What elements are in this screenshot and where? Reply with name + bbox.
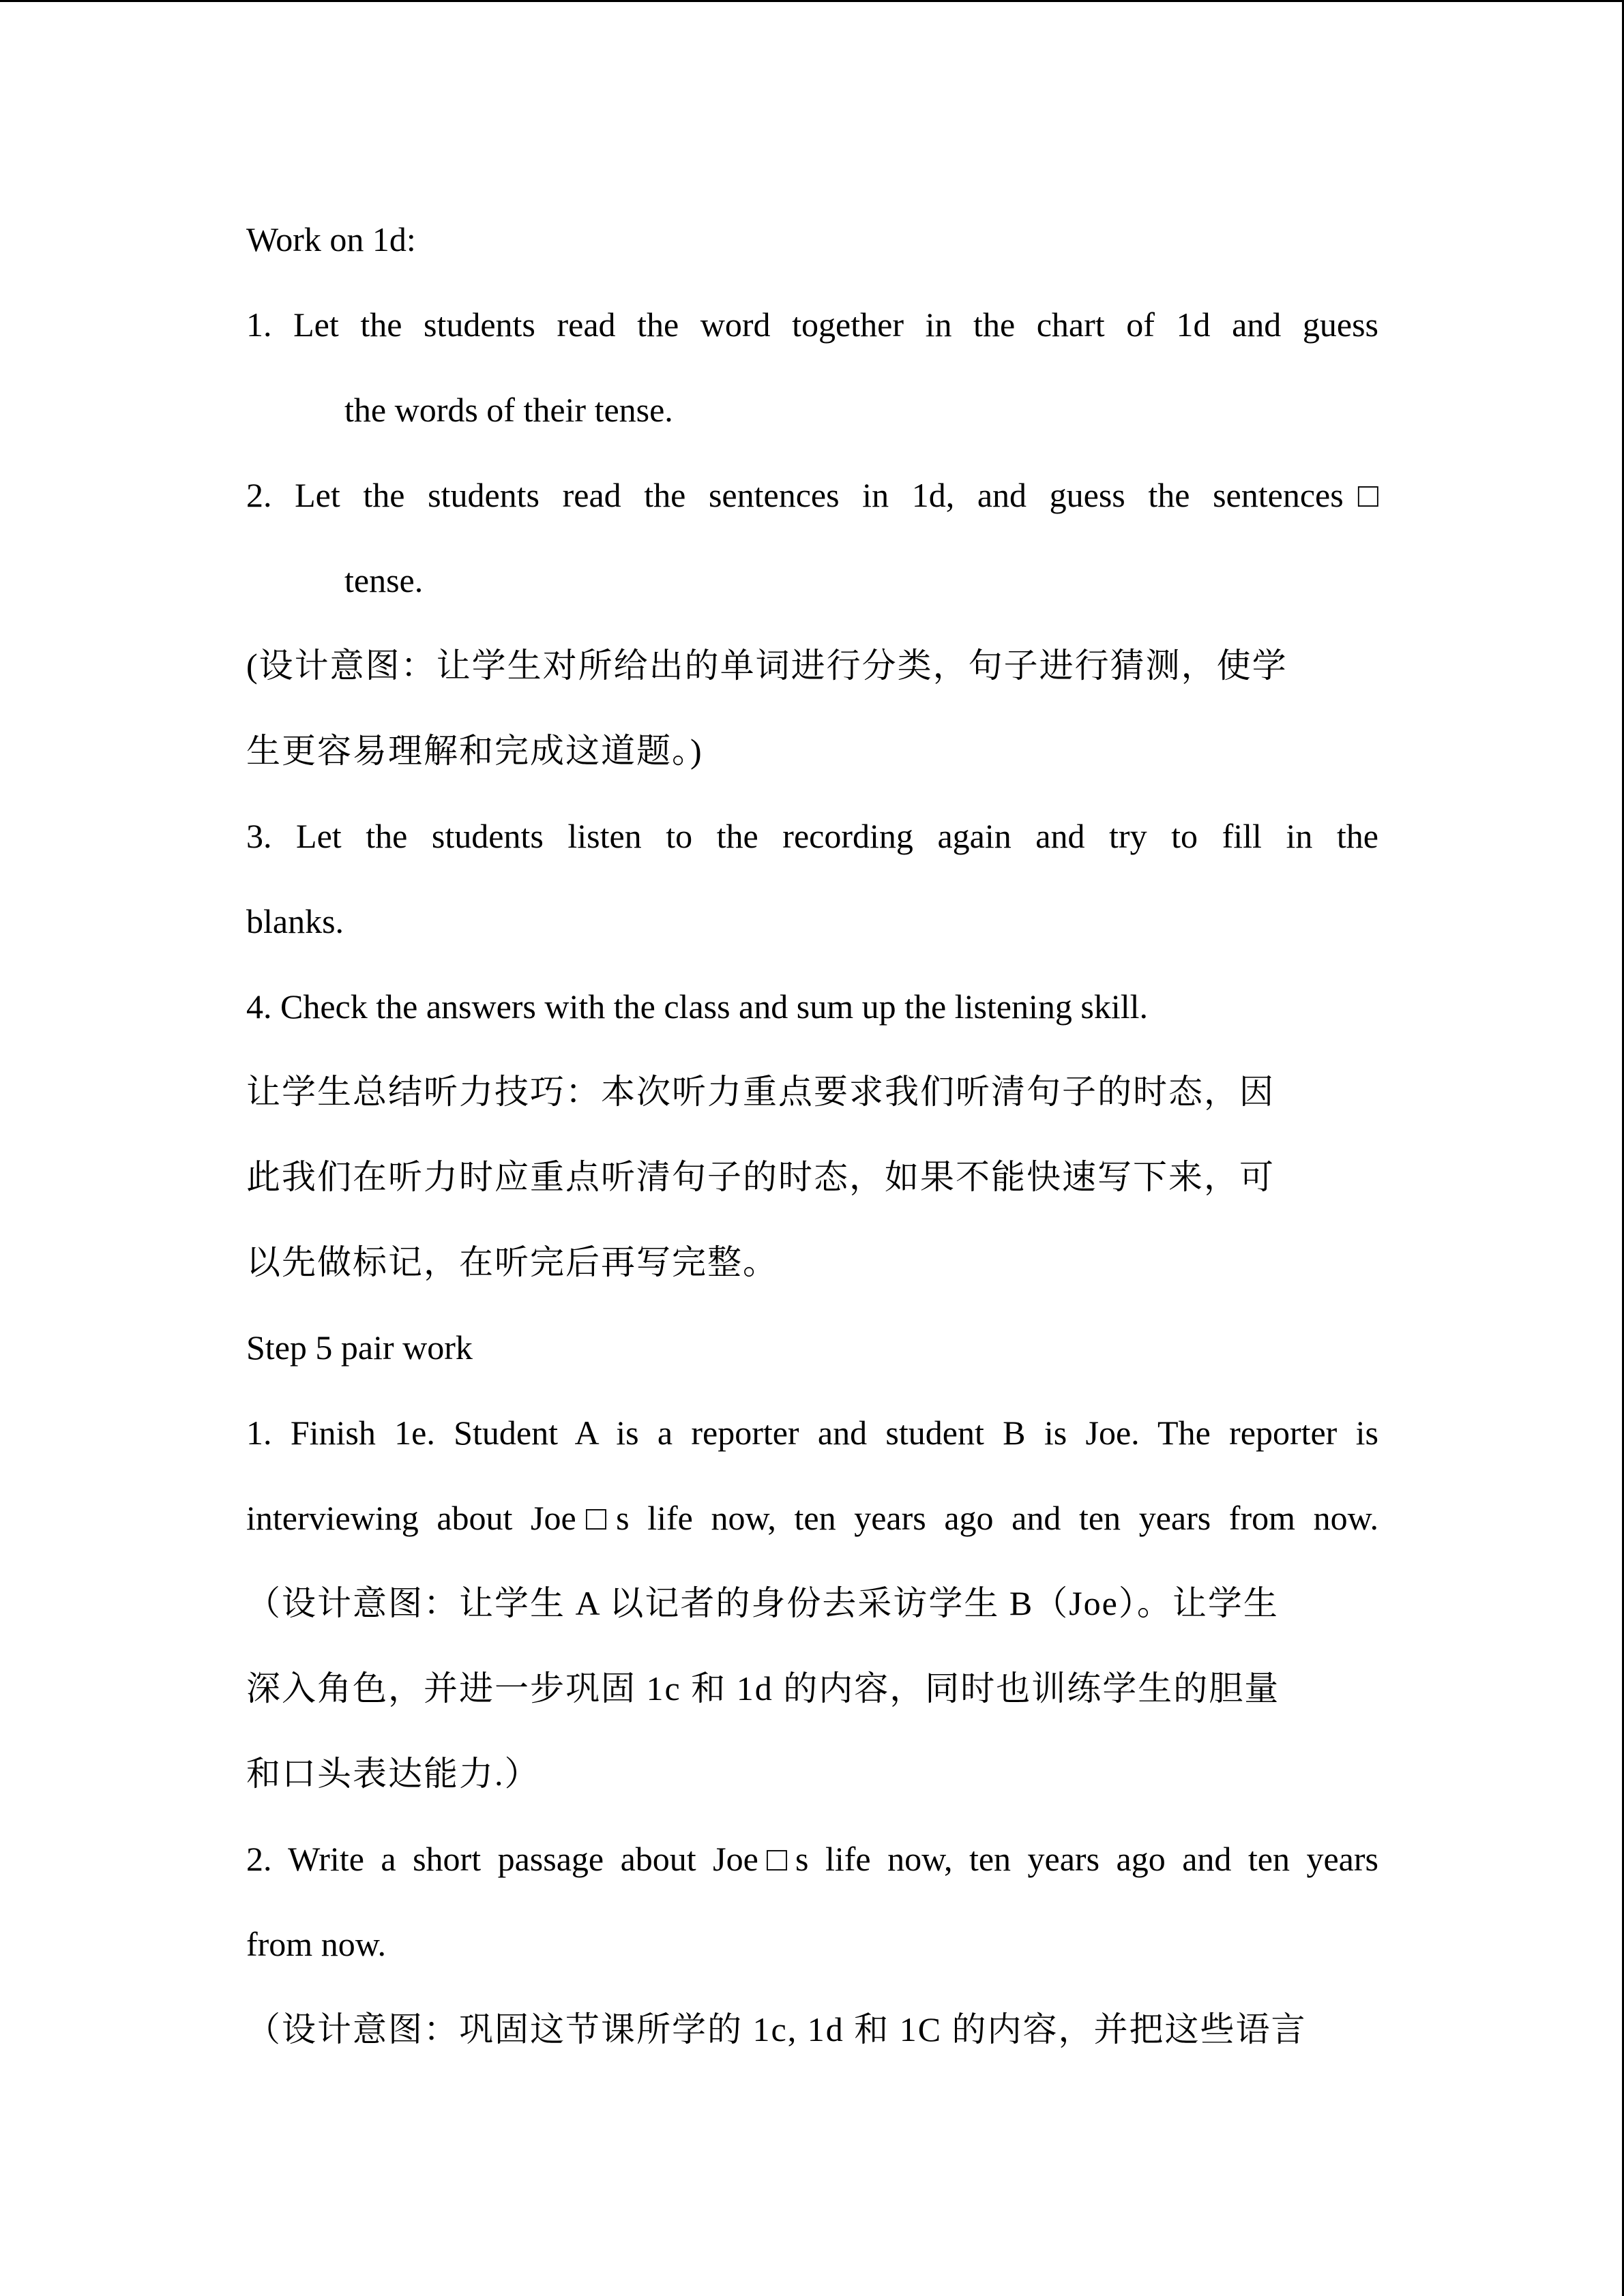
- pair-work-item-2: 2. Write a short passage about Joe□s life now, ten years ago and ten years: [246, 1840, 1378, 1878]
- section-heading-work-on-1d: Work on 1d:: [246, 220, 416, 258]
- list-item-2: 2. Let the students read the sentences in 1d, and guess the sentences□: [246, 476, 1378, 514]
- listening-skill-summary-line: 让学生总结听力技巧：本次听力重点要求我们听清句子的时态，因: [246, 1073, 1275, 1111]
- list-item-1-continuation: the words of their tense.: [344, 391, 673, 429]
- design-note-line: 和口头表达能力.）: [246, 1755, 540, 1793]
- design-note-line: 生更容易理解和完成这道题。): [246, 732, 703, 770]
- design-note-line: 深入角色，并进一步巩固 1c 和 1d 的内容，同时也训练学生的胆量: [246, 1669, 1280, 1708]
- pair-work-item-2-continuation: from now.: [246, 1925, 387, 1963]
- list-item-4: 4. Check the answers with the class and sum up the listening skill.: [246, 987, 1149, 1026]
- section-heading-step-5: Step 5 pair work: [246, 1328, 473, 1367]
- pair-work-item-1-continuation: interviewing about Joe□s life now, ten years ago and ten years from now.: [246, 1499, 1378, 1537]
- list-item-2-continuation: tense.: [344, 561, 424, 599]
- design-note-line: （设计意图：巩固这节课所学的 1c, 1d 和 1C 的内容，并把这些语言: [246, 2010, 1307, 2048]
- listening-skill-summary-line: 以先做标记，在听完后再写完整。: [246, 1243, 778, 1281]
- list-item-1: 1. Let the students read the word together in the chart of 1d and guess: [246, 305, 1378, 344]
- listening-skill-summary-line: 此我们在听力时应重点听清句子的时态，如果不能快速写下来，可: [246, 1158, 1275, 1196]
- design-note-line: （设计意图：让学生 A 以记者的身份去采访学生 B（Joe）。让学生: [246, 1584, 1279, 1622]
- design-note-line: (设计意图：让学生对所给出的单词进行分类，句子进行猜测，使学: [246, 646, 1288, 685]
- list-item-3-continuation: blanks.: [246, 902, 344, 940]
- list-item-3: 3. Let the students listen to the recording again and try to fill in the: [246, 817, 1378, 855]
- pair-work-item-1: 1. Finish 1e. Student A is a reporter and student B is Joe. The reporter is: [246, 1414, 1378, 1452]
